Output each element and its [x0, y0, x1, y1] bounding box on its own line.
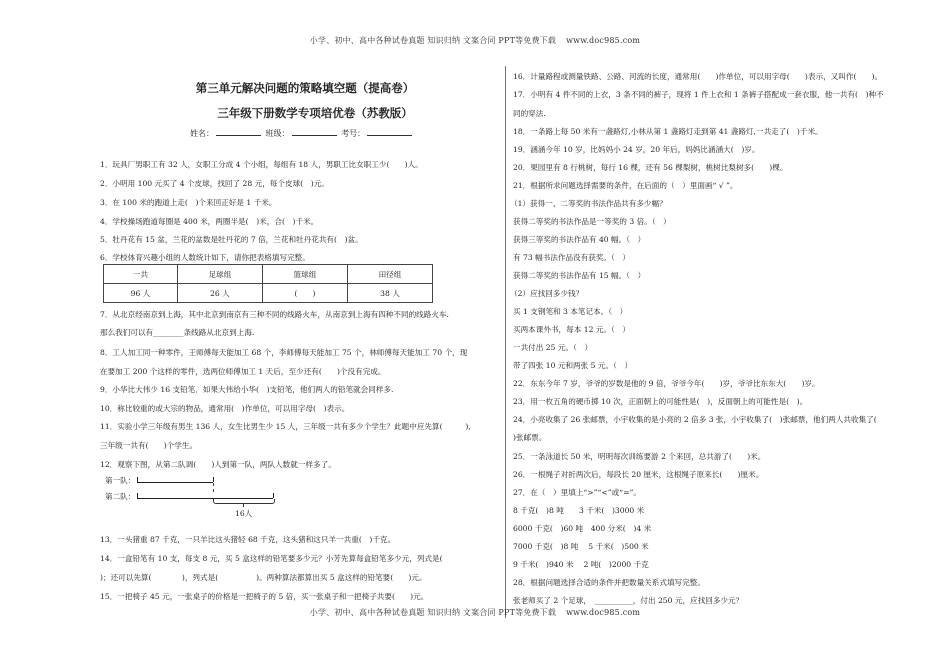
- difference-label: 16人: [235, 509, 253, 518]
- compare-row: 6000 千克( )60 吨 400 分米( )4 米: [513, 524, 652, 533]
- condition-option[interactable]: 获得二等奖的书法作品是一等奖的 3 倍。（ ）: [513, 217, 671, 226]
- question-10: 10．称比较重的或大宗的物品，通常用( )作单位，可以用字母( )表示。: [100, 404, 350, 413]
- condition-option[interactable]: 买两本课外书，每本 12 元。（ ）: [513, 325, 631, 334]
- question-17: 17．小明有 4 件不同的上衣，3 条不同的裤子，现将 1 件上衣和 1 条裤子搭配成一套衣服，他一共有( )种不: [513, 90, 884, 99]
- footer-watermark: [0, 607, 950, 618]
- question-22: 22．东东今年 7 岁，爷爷的岁数是他的 9 倍，爷爷今年( )岁，爷爷比东东大( )岁。: [513, 379, 820, 388]
- question-25: 25．一条泳道长 50 米，明明每次训练要游 2 个来回，总共游了( )米。: [513, 452, 766, 461]
- page-subtitle: 三年级下册数学专项培优卷（苏教版）: [217, 106, 413, 120]
- table-header-cell: 篮球组: [262, 265, 347, 284]
- name-field[interactable]: [216, 127, 261, 136]
- table-header-cell: 一共: [104, 265, 178, 284]
- question-28-cont: 张老师买了 2 个足球， __________，付出 250 元，应找回多少元？: [513, 596, 744, 605]
- column-divider: [505, 66, 506, 618]
- question-15: 15．一把椅子 45 元，一张桌子的价格是一把椅子的 5 倍，买一张桌子和一把椅子共要( )元。: [100, 592, 429, 601]
- question-27: 27．在（ ）里填上“>”“<”或“=”。: [513, 488, 641, 497]
- condition-option[interactable]: 买 1 支钢笔和 3 本笔记本。（ ）: [513, 307, 628, 316]
- student-info-line: [190, 127, 414, 139]
- table-cell: 38 人: [347, 284, 432, 303]
- question-11-cont: 三年级一共有( )个学生。: [100, 441, 198, 450]
- table-cell: 96 人: [104, 284, 178, 303]
- question-20: 20．果园里有 8 行桃树，每行 16 棵，还有 56 棵梨树，桃树比梨树多( )棵。: [513, 163, 788, 172]
- team1-bar: [137, 482, 213, 483]
- question-5: 5．牡丹花有 15 盆，兰花的盆数是牡丹花的 7 倍，兰花和牡丹花共有( )盆。: [100, 235, 363, 244]
- header-url: www.doc985.com: [566, 36, 641, 45]
- page-title: 第三单元解决问题的策略填空题（提高卷）: [195, 81, 415, 95]
- question-1: 1．玩具厂男职工有 32 人，女职工分成 4 个小组，每组有 18 人，男职工比女职工少( )人。: [100, 160, 423, 169]
- question-26: 26．一根绳子对折两次后，每段长 20 厘米，这根绳子原来长( )厘米。: [513, 470, 764, 479]
- question-18: 18．一条路上每 50 米有一盏路灯,小林从第 1 盏路灯走到第 41 盏路灯,一共走了( )千米。: [513, 127, 823, 136]
- table-row: [104, 284, 433, 303]
- question-8: 8．工人加工同一种零件，王师傅每天能加工 68 个，李师傅每天能加工 75 个，林师傅每天能加工 70 个，现: [100, 348, 468, 357]
- team1-label: 第一队：: [105, 476, 136, 485]
- question-24-cont: )张邮票。: [513, 433, 547, 442]
- question-24: 24．小亮收集了 26 张邮票，小宇收集的是小亮的 2 倍多 3 张，小宇收集了( )张邮票，他们两人共收集了(: [513, 415, 877, 424]
- footer-note-text: 小学、初中、高中各种试卷真题 知识归纳 文案合同 PPT等免费下载: [309, 608, 557, 617]
- question-28: 28．根据问题选择合适的条件并把数量关系式填写完整。: [513, 578, 705, 587]
- question-9: 9．小华比大伟少 16 支铅笔．如果大伟给小华( )支铅笔，他们两人的铅笔就会同样多.: [100, 385, 394, 394]
- question-21-part2: （2）应找回多少钱？: [510, 289, 584, 298]
- question-8-cont: 在要加工 200 个这样的零件，选两位师傅加工 1 天后，至少还有( )个没有完成。: [100, 367, 386, 376]
- table-header-cell: 足球组: [177, 265, 262, 284]
- header-note-text: 小学、初中、高中各种试卷真题 知识归纳 文案合同 PPT等免费下载: [309, 36, 557, 45]
- question-12: 12．观察下图，从第二队调( )人到第一队，两队人数就一样多了。: [100, 460, 336, 469]
- compare-row: 7000 千克( )8 吨 5 千米( )500 米: [513, 542, 649, 551]
- question-21-part1: （1）获得一、二等奖的书法作品共有多少幅？: [510, 199, 667, 208]
- question-14: 14．一盒铅笔有 10 支，每支 8 元，买 5 盒这样的铅笔要多少元？小芳先算每盒铅笔多少元，列式是(: [100, 554, 443, 563]
- question-13: 13．一头猪重 87 千克，一只羊比这头猪轻 68 千克，这头猪和这只羊一共重( )千克。: [100, 535, 396, 544]
- table-cell-blank[interactable]: ( ): [262, 284, 347, 303]
- table-header-row: [104, 265, 433, 284]
- condition-option[interactable]: 一共付出 25 元。（ ）: [513, 343, 593, 352]
- condition-option[interactable]: 有 73 幅书法作品没有获奖。（ ）: [513, 253, 631, 262]
- question-14-cont: )；还可以先算( )，列式是( )。两种算法都算出买 5 盒这样的铅笔要( )元。: [100, 573, 427, 582]
- question-11: 11．实验小学三年级有男生 136 人，女生比男生少 15 人，三年级一共有多少个学生？此题中应先算( ),: [100, 422, 471, 431]
- stats-table: [103, 264, 433, 303]
- question-21: 21．根据所求问题选择需要的条件，在后面的（ ）里面画“ √ ”。: [513, 181, 738, 190]
- alignment-dash: [213, 483, 214, 492]
- compare-row: 9 千米( )940 米 2 吨( )2000 千克: [513, 560, 649, 569]
- id-field[interactable]: [367, 127, 412, 136]
- question-6: 6．学校体育兴趣小组的人数统计如下，请你把表格填写完整。: [100, 253, 310, 262]
- condition-option[interactable]: 获得三等奖的书法作品有 40 幅。（ ）: [513, 235, 646, 244]
- table-cell: 26 人: [177, 284, 262, 303]
- question-3: 3．在 100 米的跑道上走( )个来回正好是 1 千米。: [100, 198, 277, 207]
- question-19: 19．涵涵今年 10 岁，比妈妈小 24 岁，20 年后，妈妈比涵涵大( )岁。: [513, 145, 760, 154]
- team2-end-tick: [273, 493, 274, 498]
- brace-point: [243, 504, 244, 507]
- question-23: 23．用一枚五角的硬币掷 10 次，正面朝上的可能性是( )，反面朝上的可能性是( )。: [513, 397, 808, 406]
- class-label: 班级：: [265, 129, 290, 138]
- team-line-diagram: [105, 475, 305, 525]
- name-label: 姓名：: [190, 129, 214, 138]
- team2-label: 第二队：: [105, 492, 136, 501]
- id-label: 考号：: [341, 129, 366, 138]
- class-field[interactable]: [292, 127, 337, 136]
- question-4: 4．学校操场跑道每圈是 400 米，两圈半是( )米，合( )千米。: [100, 217, 319, 226]
- question-7-cont: 那么我们可以有________条线路从北京到上海.: [100, 328, 255, 337]
- question-17-cont: 同的穿法.: [513, 109, 546, 118]
- question-7: 7．从北京经南京到上海，其中北京到南京有三种不同的线路火车，从南京到上海有四种不同的线路火车.: [100, 310, 449, 319]
- footer-url: www.doc985.com: [566, 608, 641, 617]
- question-2: 2．小明用 100 元买了 4 个皮球，找回了 28 元，每个皮球( )元。: [100, 179, 329, 188]
- table-header-cell: 田径组: [347, 265, 432, 284]
- question-16: 16．计量路程或测量铁路、公路、河流的长度，通常用( )作单位，可以用字母( )表示，又叫作( )。: [513, 72, 883, 81]
- condition-option[interactable]: 带了四张 10 元和两张 5 元。（ ）: [513, 361, 633, 370]
- condition-option[interactable]: 获得二等奖的书法作品有 15 幅。（ ）: [513, 271, 646, 280]
- team1-end-tick: [213, 477, 214, 482]
- header-watermark: [0, 35, 950, 46]
- difference-brace: [213, 499, 275, 504]
- compare-row: 8 千克( )8 吨 3 千米( )3000 米: [513, 506, 645, 515]
